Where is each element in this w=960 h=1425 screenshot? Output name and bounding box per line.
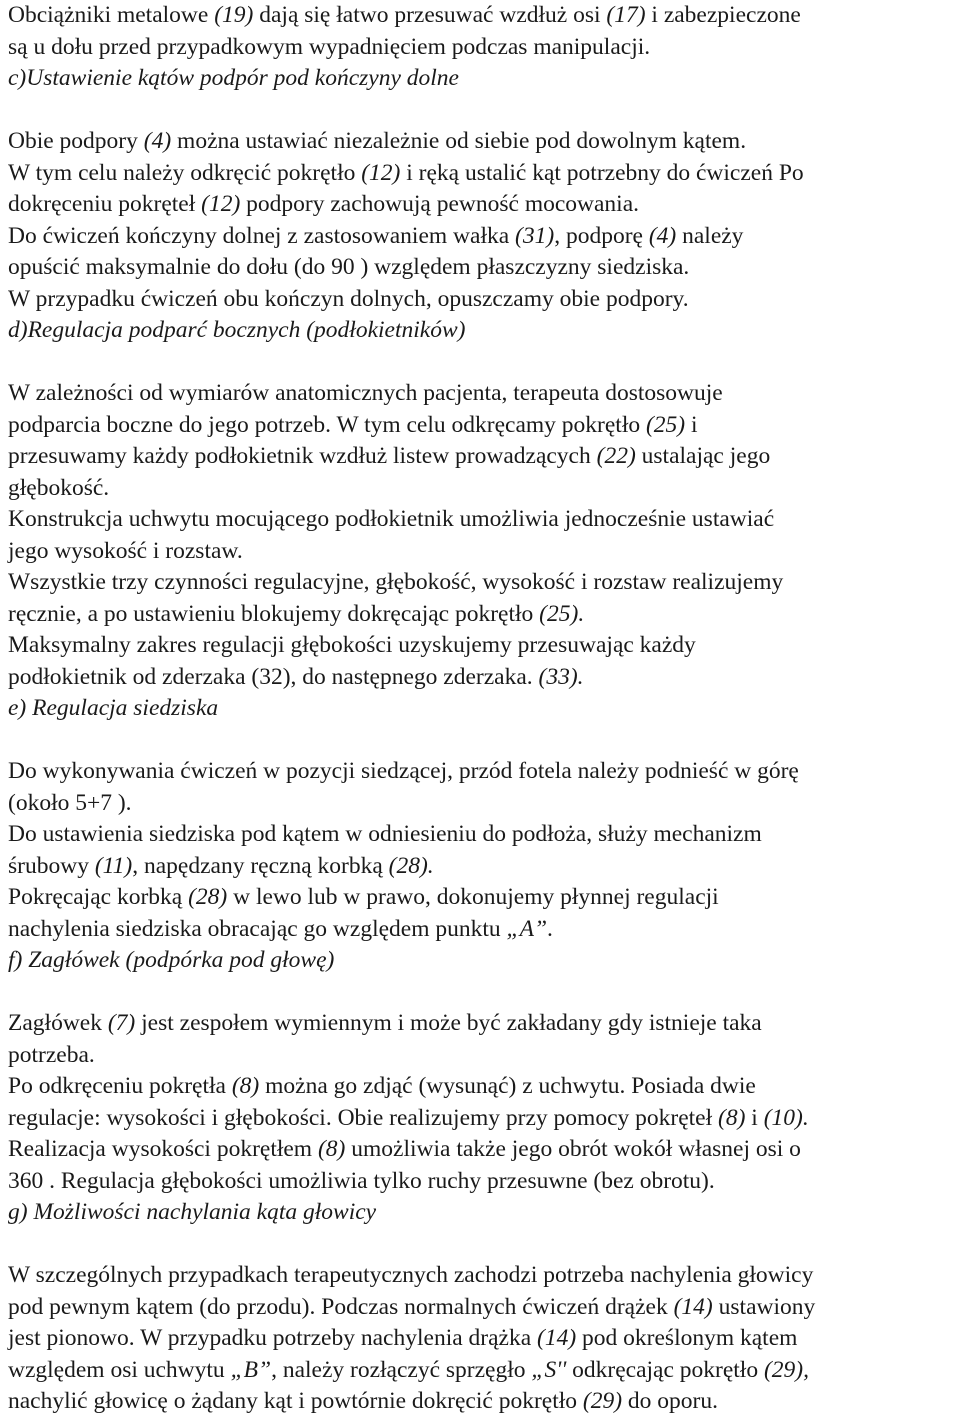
reference-number: (12): [201, 191, 241, 217]
reference-number: (12): [361, 159, 401, 186]
reference-number: (14): [673, 1293, 713, 1320]
text-run: Do ustawienia siedziska pod kątem w odniesieniu do podłoża, służy mechanizm: [8, 821, 762, 847]
text-run: i ręką ustalić kąt potrzebny do ćwiczeń Po: [400, 159, 804, 186]
text-run: 360 . Regulacja głębokości umożliwia tylko ruchy przesuwne (bez obrotu).: [8, 1167, 715, 1194]
reference-number: (29): [582, 1388, 623, 1414]
text-line: [8, 315, 952, 347]
text-run: przesuwamy każdy podłokietnik wzdłuż listew prowadzących: [8, 443, 597, 469]
reference-number: (11): [94, 852, 133, 879]
text-run: można go zdjąć (wysunąć) z uchwytu. Posiada dwie: [259, 1073, 756, 1099]
text-run: Maksymalny zakres regulacji głębokości uzyskujemy przesuwając każdy: [8, 632, 696, 658]
text-line: [8, 567, 952, 599]
text-run: W przypadku ćwiczeń obu kończyn dolnych, opuszczamy obie podpory.: [8, 285, 689, 312]
section-heading: [8, 693, 952, 725]
text-run: można ustawiać niezależnie od siebie pod dowolnym kątem.: [171, 128, 747, 154]
text-line: [8, 1260, 952, 1292]
reference-number: (28).: [388, 852, 434, 879]
text-run: , należy rozłączyć sprzęgło: [271, 1356, 532, 1383]
text-run: Obciążniki metalowe: [8, 2, 215, 28]
text-run: regulacje: wysokości i głębokości. Obie realizujemy przy pomocy pokręteł: [8, 1104, 719, 1131]
text-line: [8, 1386, 952, 1418]
text-run: f) Zagłówek (podpórka pod głowę): [8, 947, 335, 973]
text-run: umożliwia także jego obrót wokół własnej osi o: [345, 1136, 801, 1162]
text-run: Po odkręceniu pokrętła: [8, 1073, 232, 1099]
text-run: Konstrukcja uchwytu mocującego podłokietnik umożliwia jednocześnie ustawiać: [8, 506, 775, 532]
text-line: [8, 1040, 952, 1072]
text-line: [8, 599, 952, 631]
text-run: dają się łatwo przesuwać wzdłuż osi: [253, 2, 607, 28]
paragraph: [8, 1260, 952, 1418]
text-line: [8, 441, 952, 473]
text-line: [8, 945, 952, 977]
text-line: [8, 788, 952, 820]
text-run: i: [745, 1104, 764, 1131]
text-run: W tym celu należy odkręcić pokrętło: [8, 159, 362, 186]
reference-number: (8): [718, 1104, 746, 1131]
paragraph: [8, 1008, 952, 1197]
reference-number: (25): [645, 411, 686, 438]
reference-number: (8): [317, 1136, 346, 1162]
reference-number: (4): [143, 128, 172, 154]
reference-number: (14): [537, 1325, 577, 1351]
text-run: W szczególnych przypadkach terapeutycznych zachodzi potrzeba nachylenia głowicy: [8, 1262, 814, 1288]
section-heading: [8, 63, 952, 95]
text-line: [8, 378, 952, 410]
text-run: w lewo lub w prawo, dokonujemy płynnej regulacji: [227, 884, 719, 910]
text-run: nachylenia siedziska obracając go względem punktu: [8, 915, 507, 942]
text-line: [8, 914, 952, 946]
text-run: odkręcając pokrętło: [566, 1356, 764, 1383]
paragraph-spacer: [8, 977, 952, 1009]
reference-number: (10).: [763, 1104, 809, 1131]
text-line: [8, 536, 952, 568]
text-run: jego wysokość i rozstaw.: [8, 537, 243, 564]
text-line: [8, 504, 952, 536]
text-run: ustalając jego: [635, 443, 771, 469]
paragraph-spacer: [8, 725, 952, 757]
reference-number: (7): [107, 1010, 136, 1036]
text-line: [8, 473, 952, 505]
text-line: [8, 1197, 952, 1229]
text-run: .: [547, 915, 553, 942]
text-run: podłokietnik od zderzaka (32), do następnego zderzaka.: [8, 663, 539, 690]
reference-number: „S'': [531, 1356, 567, 1383]
paragraph-spacer: [8, 1229, 952, 1261]
reference-number: (25).: [539, 600, 585, 627]
text-line: [8, 221, 952, 253]
text-line: [8, 693, 952, 725]
text-run: głębokość.: [8, 474, 110, 501]
text-run: pod określonym kątem: [576, 1325, 798, 1351]
text-line: [8, 882, 952, 914]
paragraph: [8, 0, 952, 63]
text-run: potrzeba.: [8, 1041, 95, 1068]
text-line: [8, 630, 952, 662]
paragraph: [8, 126, 952, 315]
text-run: śrubowy: [8, 852, 95, 879]
text-line: [8, 1071, 952, 1103]
text-run: jest zespołem wymiennym i może być zakładany gdy istnieje taka: [135, 1010, 762, 1036]
text-run: należy: [676, 222, 744, 249]
text-run: W zależności od wymiarów anatomicznych pacjenta, terapeuta dostosowuje: [8, 380, 723, 406]
text-run: i: [685, 411, 698, 438]
reference-number: (28): [188, 884, 228, 910]
paragraph-spacer: [8, 95, 952, 127]
text-run: Realizacja wysokości pokrętłem: [8, 1136, 318, 1162]
text-run: e) Regulacja siedziska: [8, 695, 219, 721]
text-line: [8, 1323, 952, 1355]
text-line: [8, 252, 952, 284]
section-heading: [8, 315, 952, 347]
text-run: g) Możliwości nachylania kąta głowicy: [8, 1199, 377, 1225]
text-line: [8, 756, 952, 788]
text-run: ustawiony: [712, 1293, 816, 1320]
reference-number: (8): [231, 1073, 260, 1099]
text-run: Obie podpory: [8, 128, 144, 154]
paragraph: [8, 756, 952, 945]
text-line: [8, 851, 952, 883]
text-run: d)Regulacja podparć bocznych (podłokietników): [8, 317, 466, 343]
text-line: [8, 1134, 952, 1166]
text-line: [8, 1008, 952, 1040]
reference-number: (19): [214, 2, 254, 28]
reference-number: (33).: [538, 663, 584, 690]
text-run: dokręceniu pokręteł: [8, 191, 202, 217]
text-run: nachylić głowicę o żądany kąt i powtórnie dokręcić pokrętło: [8, 1388, 583, 1414]
text-run: opuścić maksymalnie do dołu (do 90 ) względem płaszczyzny siedziska.: [8, 254, 690, 280]
text-line: [8, 63, 952, 95]
text-run: Wszystkie trzy czynności regulacyjne, głębokość, wysokość i rozstaw realizujemy: [8, 569, 784, 595]
reference-number: (17): [606, 2, 646, 28]
text-run: względem osi uchwytu: [8, 1356, 231, 1383]
reference-number: „A”: [506, 915, 548, 942]
text-line: [8, 1103, 952, 1135]
text-line: [8, 126, 952, 158]
section-heading: [8, 945, 952, 977]
text-line: [8, 284, 952, 316]
text-line: [8, 1355, 952, 1387]
text-run: podpory zachowują pewność mocowania.: [240, 191, 640, 217]
reference-number: (31): [515, 222, 555, 249]
text-run: , napędzany ręczną korbką: [132, 852, 389, 879]
reference-number: (29),: [763, 1356, 809, 1383]
text-run: Zagłówek: [8, 1010, 108, 1036]
text-run: jest pionowo. W przypadku potrzeby nachylenia drążka: [8, 1325, 538, 1351]
text-line: [8, 819, 952, 851]
text-line: [8, 189, 952, 221]
text-line: [8, 662, 952, 694]
text-run: są u dołu przed przypadkowym wypadnięciem podczas manipulacji.: [8, 33, 651, 60]
text-run: , podporę: [554, 222, 649, 249]
text-line: [8, 0, 952, 32]
text-run: Do wykonywania ćwiczeń w pozycji siedzącej, przód fotela należy podnieść w górę: [8, 758, 799, 784]
text-run: i zabezpieczone: [645, 2, 801, 28]
paragraph: [8, 378, 952, 693]
text-run: (około 5+7 ).: [8, 789, 132, 816]
text-run: do oporu.: [622, 1388, 718, 1414]
reference-number: (22): [596, 443, 636, 469]
reference-number: „B”: [230, 1356, 272, 1383]
text-line: [8, 410, 952, 442]
text-line: [8, 158, 952, 190]
text-run: Pokręcając korbką: [8, 884, 189, 910]
text-run: c)Ustawienie kątów podpór pod kończyny dolne: [8, 65, 459, 91]
section-heading: [8, 1197, 952, 1229]
text-run: ręcznie, a po ustawieniu blokujemy dokręcając pokrętło: [8, 600, 540, 627]
text-run: podparcia boczne do jego potrzeb. W tym celu odkręcamy pokrętło: [8, 411, 646, 438]
reference-number: (4): [648, 222, 677, 249]
text-run: Do ćwiczeń kończyny dolnej z zastosowaniem wałka: [8, 222, 516, 249]
paragraph-spacer: [8, 347, 952, 379]
text-run: pod pewnym kątem (do przodu). Podczas normalnych ćwiczeń drążek: [8, 1293, 674, 1320]
text-line: [8, 32, 952, 64]
text-line: [8, 1292, 952, 1324]
text-line: [8, 1166, 952, 1198]
